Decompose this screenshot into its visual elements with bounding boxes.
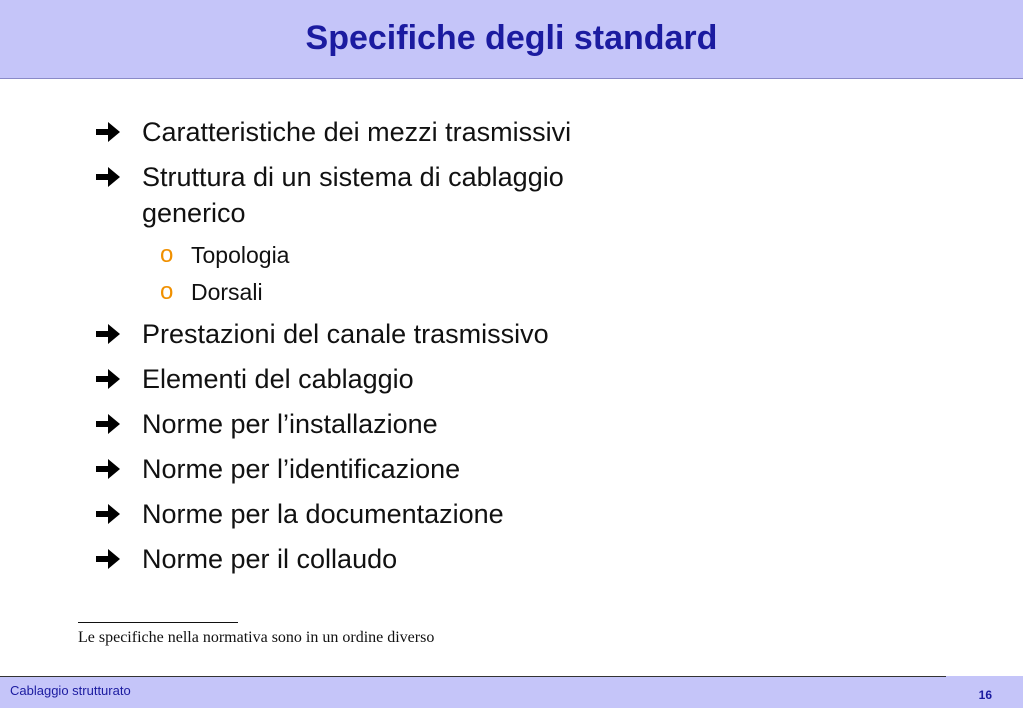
footnote: Le specifiche nella normativa sono in un ordine diverso: [78, 629, 435, 646]
footnote-divider: [78, 622, 238, 623]
footer-bar: [0, 676, 1023, 708]
sub-bullet-marker: o: [160, 277, 174, 305]
bullet-item: [94, 406, 714, 442]
sub-bullet-item: [160, 273, 714, 310]
slide-title: Specifiche degli standard: [305, 19, 718, 57]
bullet-item: [94, 496, 714, 532]
footer-label: Cablaggio strutturato: [10, 683, 131, 698]
bullet-text: Norme per l’identificazione: [142, 454, 461, 484]
footer-divider: [0, 676, 946, 677]
right-arrow-icon: [94, 159, 142, 195]
right-arrow-icon: [94, 316, 142, 352]
right-arrow-icon: [94, 406, 142, 442]
bullet-item: [94, 451, 714, 487]
bullet-text: Norme per il collaudo: [142, 544, 398, 574]
title-bar: [0, 0, 1023, 79]
bullet-text: Prestazioni del canale trasmissivo: [142, 319, 549, 349]
right-arrow-icon: [94, 541, 142, 577]
sub-bullet-text: Dorsali: [191, 278, 263, 305]
bullet-item: [94, 159, 714, 231]
bullet-text: Elementi del cablaggio: [142, 364, 414, 394]
right-arrow-icon: [94, 496, 142, 532]
bullet-text: Struttura di un sistema di cablaggio generico: [142, 162, 564, 228]
sub-bullet-list: [94, 236, 714, 310]
right-arrow-icon: [94, 451, 142, 487]
bullet-text: Caratteristiche dei mezzi trasmissivi: [142, 117, 572, 147]
bullet-item: [94, 541, 714, 577]
sub-bullet-text: Topologia: [191, 241, 290, 268]
sub-bullet-marker: o: [160, 240, 174, 268]
bullet-item: [94, 361, 714, 397]
bullet-text: Norme per l’installazione: [142, 409, 438, 439]
bullet-item: [94, 114, 714, 150]
bullet-text: Norme per la documentazione: [142, 499, 504, 529]
right-arrow-icon: [94, 114, 142, 150]
page-number: 16: [978, 688, 992, 702]
bullet-item: [94, 316, 714, 352]
bullet-list: [94, 114, 714, 586]
sub-bullet-item: [160, 236, 714, 273]
right-arrow-icon: [94, 361, 142, 397]
